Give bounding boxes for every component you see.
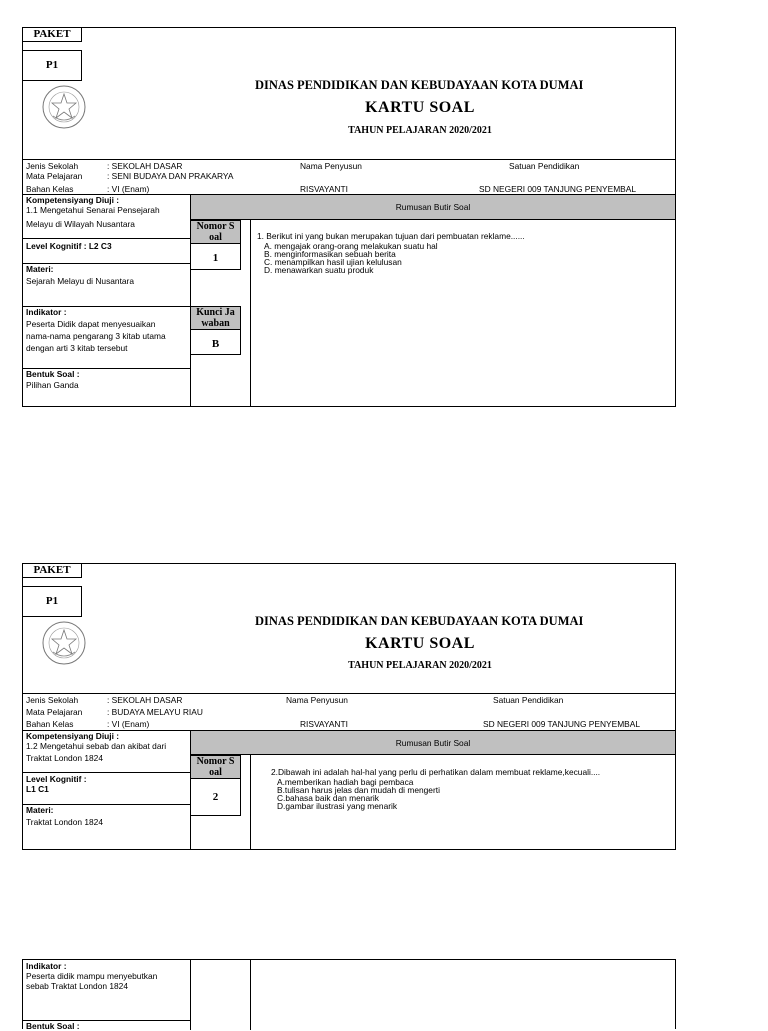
school-seal-icon — [41, 620, 87, 666]
penyusun-label: Nama Penyusun — [286, 695, 348, 705]
nomor-value: 2 — [212, 791, 219, 803]
satuan-value: SD NEGERI 009 TANJUNG PENYEMBAL — [479, 184, 636, 194]
kelas-label: Bahan Kelas — [26, 184, 74, 194]
level-label: Level Kognitif : — [26, 774, 87, 784]
nomor-soal-box — [190, 778, 241, 816]
option-a: A. mengajak orang-orang melakukan suatu hal — [264, 241, 438, 251]
kompetensi-line2: Traktat London 1824 — [26, 753, 103, 763]
rumusan-label: Rumusan Butir Soal — [395, 738, 471, 748]
penyusun-value: RISVAYANTI — [300, 184, 348, 194]
option-b: B.tulisan harus jelas dan mudah di mengerti — [277, 785, 440, 795]
indikator-line3: dengan arti 3 kitab tersebut — [26, 343, 128, 353]
kunci-jawaban-header — [190, 306, 241, 330]
kunci-value: B — [211, 338, 220, 350]
indikator-label: Indikator : — [26, 961, 67, 971]
question-text: 2.Dibawah ini adalah hal-hal yang perlu di perhatikan dalam membuat reklame,kecuali.... — [271, 767, 601, 777]
kompetensi-line1: 1.2 Mengetahui sebab dan akibat dari — [26, 741, 167, 751]
mapel-label: Mata Pelajaran — [26, 707, 83, 717]
indikator-line2: sebab Traktat London 1824 — [26, 981, 128, 991]
materi-label: Materi: — [26, 264, 54, 274]
materi-label: Materi: — [26, 805, 54, 815]
kelas-value: : VI (Enam) — [107, 719, 150, 729]
satuan-label: Satuan Pendidikan — [493, 695, 564, 705]
indikator-label: Indikator : — [26, 307, 67, 317]
rumusan-label: Rumusan Butir Soal — [395, 202, 471, 212]
question-text: 1. Berikut ini yang bukan merupakan tujuan dari pembuatan reklame...... — [257, 231, 525, 241]
satuan-value: SD NEGERI 009 TANJUNG PENYEMBAL — [483, 719, 640, 729]
kunci-jawaban-box — [190, 329, 241, 355]
jenis-value: : SEKOLAH DASAR — [107, 161, 183, 171]
nomor-label-2: oal — [209, 767, 222, 778]
indikator-line1: Peserta Didik dapat menyesuaikan — [26, 319, 156, 329]
option-b: B. menginformasikan sebuah berita — [264, 249, 396, 259]
kompetensi-line2: Melayu di Wilayah Nusantara — [26, 219, 135, 229]
nomor-soal-header — [190, 220, 241, 244]
jenis-label: Jenis Sekolah — [26, 695, 79, 705]
school-seal-icon — [41, 84, 87, 130]
materi-value: Sejarah Melayu di Nusantara — [26, 276, 135, 286]
kelas-label: Bahan Kelas — [26, 719, 74, 729]
indikator-line1: Peserta didik mampu menyebutkan — [26, 971, 158, 981]
paket-label: PAKET — [23, 564, 82, 578]
materi-value: Traktat London 1824 — [26, 817, 103, 827]
kunci-label-1: Kunci Ja — [196, 307, 235, 318]
mapel-label: Mata Pelajaran — [26, 171, 83, 181]
kompetensi-label: Kompetensiyang Diuji : — [26, 731, 120, 741]
level-label: Level Kognitif : L2 C3 — [26, 241, 112, 251]
mapel-value: : SENI BUDAYA DAN PRAKARYA — [107, 171, 234, 181]
nomor-soal-box — [190, 243, 241, 270]
indikator-line2: nama-nama pengarang 3 kitab utama — [26, 331, 166, 341]
kompetensi-line1: 1.1 Mengetahui Senarai Pensejarah — [26, 205, 160, 215]
mapel-value: : BUDAYA MELAYU RIAU — [107, 707, 203, 717]
rumusan-header — [191, 731, 675, 754]
paket-label: PAKET — [23, 28, 82, 42]
bentuk-value: Pilihan Ganda — [26, 380, 79, 390]
jenis-label: Jenis Sekolah — [26, 161, 79, 171]
question-card-3 — [22, 959, 676, 1029]
header-title: KARTU SOAL — [365, 635, 475, 652]
satuan-label: Satuan Pendidikan — [509, 161, 580, 171]
nomor-soal-header — [190, 755, 241, 779]
question-card-2 — [22, 563, 676, 850]
option-c: C.bahasa baik dan menarik — [277, 793, 379, 803]
header-year: TAHUN PELAJARAN 2020/2021 — [348, 125, 492, 136]
bentuk-label: Bentuk Soal : — [26, 1021, 80, 1031]
header-dinas: DINAS PENDIDIKAN DAN KEBUDAYAAN KOTA DUMAI — [255, 78, 584, 92]
level-value: L1 C1 — [26, 784, 49, 794]
header-title: KARTU SOAL — [365, 99, 475, 116]
kelas-value: : VI (Enam) — [107, 184, 150, 194]
nomor-label-1: Nomor S — [196, 221, 235, 232]
paket-value: P1 — [23, 586, 82, 617]
option-a: A.memberikan hadiah bagi pembaca — [277, 777, 414, 787]
nomor-label-1: Nomor S — [196, 756, 235, 767]
paket-value: P1 — [23, 50, 82, 81]
kompetensi-label: Kompetensiyang Diuji : — [26, 195, 120, 205]
rumusan-header — [191, 195, 675, 219]
option-c: C. menampilkan hasil ujian kelulusan — [264, 257, 402, 267]
penyusun-value: RISVAYANTI — [300, 719, 348, 729]
question-card-1 — [22, 27, 676, 407]
header-year: TAHUN PELAJARAN 2020/2021 — [348, 660, 492, 671]
penyusun-label: Nama Penyusun — [300, 161, 362, 171]
option-d: D. menawarkan suatu produk — [264, 265, 374, 275]
bentuk-label: Bentuk Soal : — [26, 369, 80, 379]
option-d: D.gambar ilustrasi yang menarik — [277, 801, 398, 811]
nomor-value: 1 — [212, 252, 219, 264]
kunci-label-2: waban — [201, 318, 230, 329]
header-dinas: DINAS PENDIDIKAN DAN KEBUDAYAAN KOTA DUMAI — [255, 614, 584, 628]
jenis-value: : SEKOLAH DASAR — [107, 695, 183, 705]
nomor-label-2: oal — [209, 232, 222, 243]
